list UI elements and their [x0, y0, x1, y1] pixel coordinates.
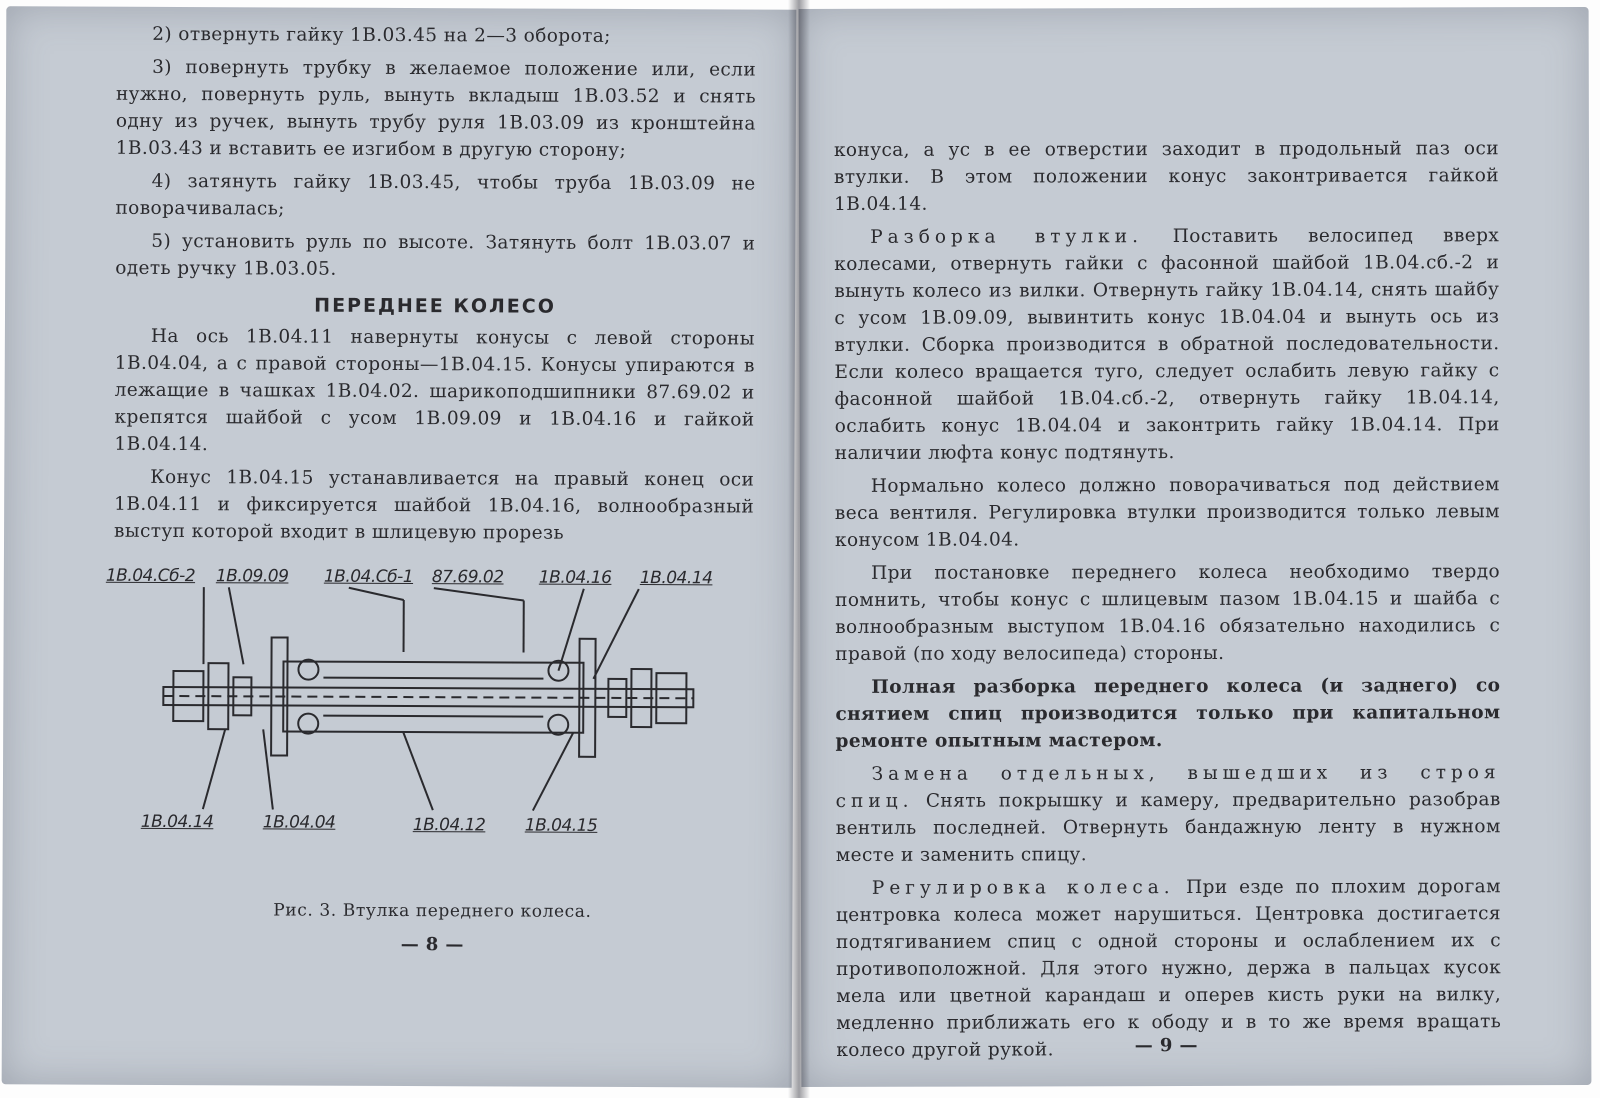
right-page	[799, 7, 1592, 1087]
normal-rotation-paragraph: Нормально колесо должно поворачиваться под действием веса вентиля. Регулировка втулки производится только левым конусом 1В.04.04.	[834, 474, 1500, 551]
spokes-paragraph	[836, 759, 1501, 869]
callout-1v0414-top: 1В.04.14	[639, 568, 713, 589]
disassembly-text: Поставить велосипед вверх колесами, отвернуть гайки с фасонной шайбой 1В.04.сб.-2 и вынуть колесо из вилки. Отвернуть гайку 1В.04.14, снять шайбу с усом 1В.09.09, вывинтить конус 1В.04.04 и вынуть ось из втулки. Сборка производится в обратной последовательности. Если колесо вращается туго, следует ослабить левую гайку с фасонной шайбой 1В.04.сб.-2, отвернуть гайку 1В.04.14, ослабить конус 1В.04.04 и законтрить гайку 1В.04.14. При наличии люфта конус подтянуть.	[834, 225, 1500, 464]
callout-876902: 87.69.02	[431, 567, 504, 588]
callout-1v0415: 1В.04.15	[524, 815, 598, 836]
page-number-left: — 8 —	[400, 934, 464, 956]
disassembly-title: Разборка втулки.	[870, 226, 1143, 248]
section-heading: ПЕРЕДНЕЕ КОЛЕСО	[314, 294, 556, 318]
installation-paragraph: При постановке переднего колеса необходимо твердо помнить, чтобы конус с шлицевым пазом 1В.04.15 и шайба с волнообразным выступом 1В.04.16 обязательно находились с правой (по ходу велосипеда) стороны.	[835, 561, 1501, 665]
step-4: 4) затянуть гайку 1В.03.45, чтобы труба 1В.03.09 не поворачивалась;	[115, 170, 756, 220]
callout-1v0416: 1В.04.16	[538, 567, 612, 588]
hub-figure	[105, 559, 754, 892]
callout-1v0412: 1В.04.12	[412, 815, 486, 836]
book-gutter	[788, 0, 810, 1098]
left-page-content	[105, 21, 757, 960]
callout-1v0404: 1В.04.04	[262, 812, 336, 833]
right-page-content	[834, 135, 1501, 1070]
adjustment-title: Регулировка колеса.	[871, 877, 1175, 899]
disassembly-paragraph	[834, 222, 1500, 467]
full-disassembly-paragraph: Полная разборка переднего колеса (и заднего) со снятием спиц производится только при капитальном ремонте опытным мастером.	[835, 675, 1501, 752]
page-number-right: — 9 —	[1134, 1034, 1198, 1057]
section-paragraph-1: На ось 1В.04.11 навернуты конусы с левой стороны 1В.04.04, а с правой стороны—1В.04.15. Конусы упираются в лежащие в чашках 1В.04.02. шарикоподшипники 87.69.02 и крепятся шайбой с усом 1В.09.09 и 1В.04.16 и гайкой 1В.04.14.	[114, 325, 755, 456]
figure-caption: Рис. 3. Втулка переднего колеса.	[273, 900, 592, 922]
callout-1v0909: 1В.09.09	[215, 566, 289, 587]
callout-1v04sb2: 1В.04.Сб-2	[105, 565, 196, 587]
adjustment-text: При езде по плохим дорогам центровка колеса может нарушиться. Центровка достигается подтягиванием спиц с одной стороны и ослаблением их с противоположной. Для этого нужно, держа в пальцах кусок мела или цветной карандаш и оперев кисть руки на вилку, медленно приближать его к ободу и в то же время вращать колесо другой рукой.	[835, 876, 1502, 1061]
continued-paragraph: конуса, а ус в ее отверстии заходит в продольный паз оси втулки. В этом положении конус законтривается гайкой 1В.04.14.	[833, 138, 1500, 215]
callout-1v0414-bottom: 1В.04.14	[140, 811, 214, 833]
left-page	[2, 6, 797, 1087]
spokes-title: Замена отдельных, вышедших из строя спиц.	[835, 762, 1501, 812]
step-5: 5) установить руль по высоте. Затянуть болт 1В.03.07 и одеть ручку 1В.03.05.	[115, 230, 756, 280]
spokes-text: Снять покрышку и камеру, предварительно разобрав вентиль последней. Отвернуть бандажную ленту в нужном месте и заменить спицу.	[835, 789, 1501, 866]
callout-1v04sb1: 1В.04.Сб-1	[323, 566, 414, 588]
step-3: 3) повернуть трубку в желаемое положение или, если нужно, повернуть руль, вынуть вкладыш 1В.03.52 и снять одну из ручек, вынуть трубу руля 1В.03.09 из кронштейна 1В.03.43 и вставить ее изгибом в другую сторону;	[115, 56, 757, 161]
section-paragraph-2: Конус 1В.04.15 устанавливается на правый конец оси 1В.04.11 и фиксируется шайбой 1В.04.16, волнообразный выступ которой входит в шлицевую прорезь	[114, 466, 755, 544]
step-2: 2) отвернуть гайку 1В.03.45 на 2—3 оборота;	[152, 23, 611, 47]
